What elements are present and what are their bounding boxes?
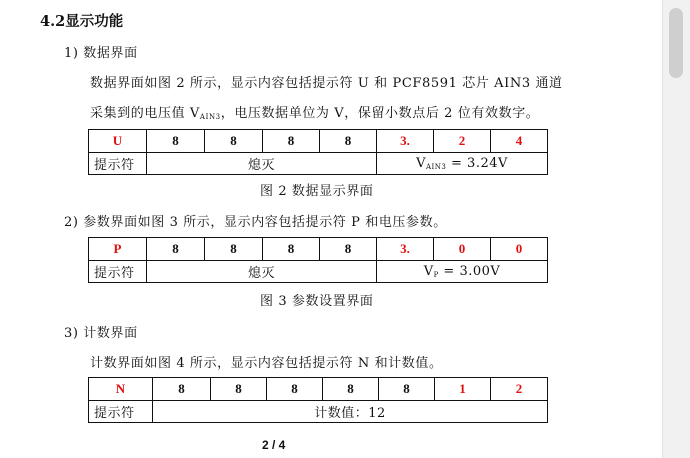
- digit-row: [89, 378, 548, 401]
- digit-cell: 8: [267, 378, 323, 401]
- s1-paragraph-line2: [90, 102, 539, 121]
- digit-cell: 8: [211, 378, 267, 401]
- s1-heading: 1) 数据界面: [64, 46, 138, 61]
- figure-2-caption: 图 2 数据显示界面: [260, 184, 374, 199]
- count-display-table: [88, 377, 548, 423]
- vertical-scrollbar[interactable]: [662, 0, 690, 458]
- digit-cell: P: [89, 238, 147, 261]
- digit-cell: 8: [147, 130, 205, 153]
- status-cell: 熄灭: [147, 261, 377, 283]
- prompt-label: 提示符: [89, 401, 153, 423]
- digit-cell: 8: [379, 378, 435, 401]
- voltage-reading: = 3.24V: [446, 156, 508, 171]
- data-display-table: [88, 129, 548, 175]
- voltage-param-reading: = 3.00V: [438, 264, 501, 279]
- s1-paragraph-line1: 数据界面如图 2 所示，显示内容包括提示符 U 和 PCF8591 芯片 AIN3 通道: [90, 76, 563, 91]
- section-title: 4.2显示功能: [40, 13, 124, 30]
- voltage-symbol: V: [416, 156, 426, 171]
- digit-cell: 0: [491, 238, 548, 261]
- s1-para-part-a: 采集到的电压值 V: [90, 106, 200, 121]
- digit-cell: 8: [153, 378, 211, 401]
- description-row: [89, 261, 548, 283]
- parameter-display-table: [88, 237, 548, 283]
- digit-cell: 8: [320, 238, 377, 261]
- digit-cell: 8: [147, 238, 205, 261]
- digit-cell: 2: [491, 378, 548, 401]
- voltage-param-cell: [377, 261, 548, 283]
- digit-cell: 3.: [377, 238, 434, 261]
- figure-3-caption: 图 3 参数设置界面: [260, 294, 374, 309]
- prompt-label: 提示符: [89, 153, 147, 175]
- voltage-subscript: AIN3: [425, 163, 447, 171]
- digit-cell: 2: [434, 130, 491, 153]
- digit-cell: U: [89, 130, 147, 153]
- voltage-value-cell: [377, 153, 548, 175]
- digit-cell: 8: [205, 238, 263, 261]
- digit-cell: 4: [491, 130, 548, 153]
- s1-para-subscript: AIN3: [199, 113, 221, 121]
- digit-cell: 8: [263, 130, 320, 153]
- digit-cell: 8: [320, 130, 377, 153]
- s3-paragraph: 计数界面如图 4 所示，显示内容包括提示符 N 和计数值。: [90, 356, 443, 371]
- digit-row: [89, 238, 548, 261]
- digit-cell: 8: [323, 378, 379, 401]
- description-row: [89, 401, 548, 423]
- digit-cell: N: [89, 378, 153, 401]
- digit-row: [89, 130, 548, 153]
- prompt-label: 提示符: [89, 261, 147, 283]
- voltage-symbol: V: [423, 264, 434, 279]
- s1-para-part-b: ，电压数据单位为 V，保留小数点后 2 位有效数字。: [220, 106, 540, 121]
- digit-cell: 8: [263, 238, 320, 261]
- count-value-cell: 计数值：12: [153, 401, 548, 423]
- digit-cell: 3.: [377, 130, 434, 153]
- description-row: [89, 153, 548, 175]
- scrollbar-thumb[interactable]: [669, 8, 683, 78]
- digit-cell: 8: [205, 130, 263, 153]
- digit-cell: 1: [435, 378, 491, 401]
- s3-heading: 3) 计数界面: [64, 326, 138, 341]
- digit-cell: 0: [434, 238, 491, 261]
- s2-paragraph: 2) 参数界面如图 3 所示，显示内容包括提示符 P 和电压参数。: [64, 215, 447, 230]
- voltage-subscript: P: [433, 271, 439, 279]
- page-number: 2 / 4: [262, 438, 286, 452]
- status-cell: 熄灭: [147, 153, 377, 175]
